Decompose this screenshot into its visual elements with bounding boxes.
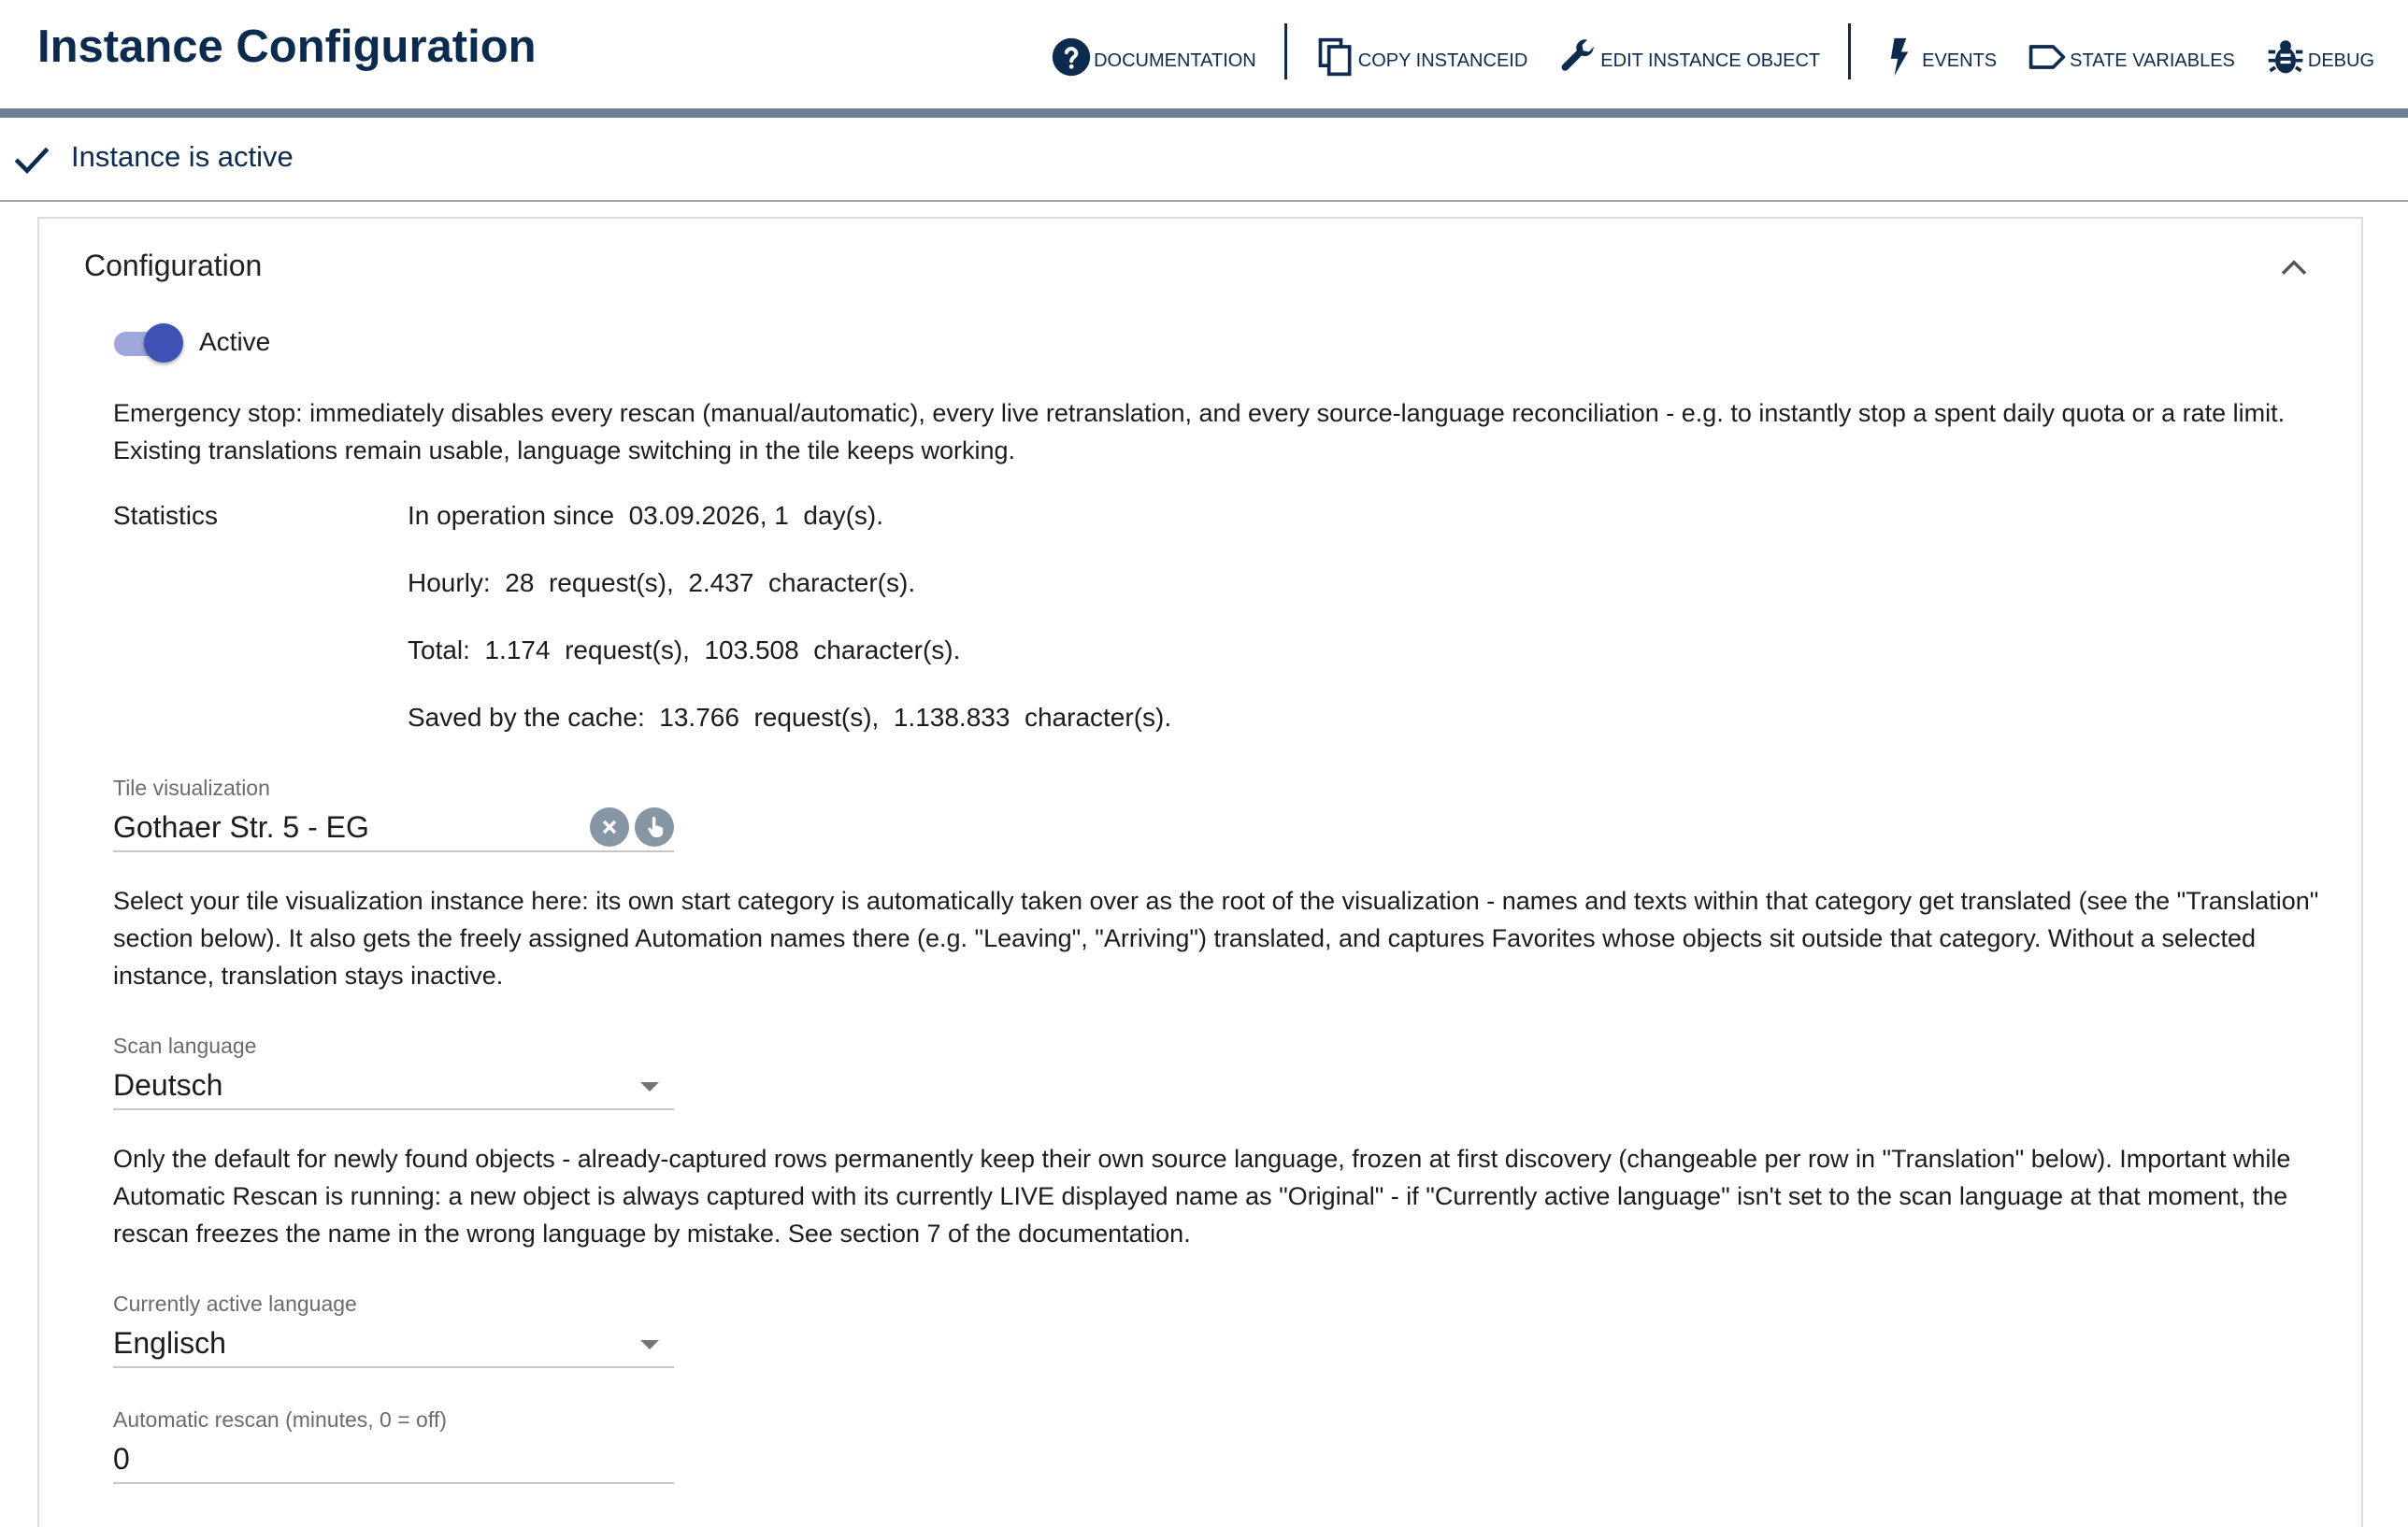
statistics-line: Hourly: 28 request(s), 2.437 character(s). (408, 568, 916, 597)
toolbar (1036, 19, 2389, 84)
bug-icon (2265, 36, 2306, 78)
debug-button[interactable] (2250, 23, 2389, 79)
flash-icon (1879, 36, 1920, 78)
edit-instance-object-button[interactable] (1542, 23, 1835, 79)
documentation-label: DOCUMENTATION (1094, 50, 1256, 71)
active-toggle[interactable] (114, 323, 185, 361)
statistics-line: In operation since 03.09.2026, 1 day(s). (408, 501, 883, 530)
auto-rescan-label: Automatic rescan (minutes, 0 = off) (113, 1407, 447, 1432)
tile-visualization-field (113, 772, 674, 852)
events-label: EVENTS (1922, 50, 1998, 71)
active-language-select[interactable] (113, 1320, 674, 1368)
toolbar-divider (1848, 23, 1851, 79)
copy-instanceid-label: COPY INSTANCEID (1357, 50, 1528, 71)
tile-visualization-actions (584, 807, 674, 847)
documentation-button[interactable] (1036, 23, 1271, 79)
active-label: Active (199, 327, 271, 356)
copy-instanceid-button[interactable] (1300, 23, 1543, 79)
status-bar (0, 118, 2408, 202)
scan-language-label: Scan language (113, 1034, 257, 1058)
status-text: Instance is active (71, 140, 294, 173)
active-language-label: Currently active language (113, 1292, 357, 1316)
statistics-line: Saved by the cache: 13.766 request(s), 1.138.833 character(s). (408, 703, 1172, 732)
toolbar-divider (1284, 23, 1287, 79)
tile-visualization-value: Gothaer Str. 5 - EG (113, 810, 369, 844)
tile-visualization-label: Tile visualization (113, 776, 270, 800)
help-circle-icon (1051, 36, 1092, 78)
statistics-label: Statistics (113, 501, 219, 530)
scan-language-help: Only the default for newly found objects - already-captured rows permanently keep their own source language, frozen at first discovery (changeable per row in "Translation" below). Important while Automatic Rescan is running: a new object is always captured with its currently LIVE displayed name as "Original" - if "Currently active language" isn't set to the scan language at that moment, the rescan freezes the name in the wrong language by mistake. See section 7 of the documentation. (113, 1145, 2291, 1248)
toggle-knob (144, 323, 183, 363)
scan-language-value: Deutsch (113, 1068, 223, 1102)
auto-rescan-input[interactable] (113, 1437, 674, 1482)
chevron-up-icon[interactable] (2279, 256, 2309, 278)
state-variables-label: STATE VARIABLES (2070, 50, 2235, 71)
clear-icon[interactable] (590, 807, 629, 847)
statistics-line: Total: 1.174 request(s), 103.508 character(s). (408, 635, 961, 664)
state-variables-button[interactable] (2012, 23, 2250, 79)
active-language-value: Englisch (113, 1326, 226, 1360)
scan-language-select[interactable] (113, 1062, 674, 1110)
auto-rescan-input-wrap (113, 1435, 674, 1484)
dropdown-arrow-icon[interactable] (640, 1340, 659, 1349)
page-title: Instance Configuration (37, 21, 537, 72)
auto-rescan-field (113, 1404, 674, 1484)
tile-visualization-help: Select your tile visualization instance here: its own start category is automatically taken over as the root of the visualization - names and texts within that category get translated (see the "Translation" section below). It also gets the freely assigned Automation names there (e.g. "Leaving", "Arriving") translated, and captures Favorites whose objects sit outside that category. Without a selected instance, translation stays inactive. (113, 887, 2319, 990)
edit-instance-object-label: EDIT INSTANCE OBJECT (1600, 50, 1821, 71)
emergency-stop-description: Emergency stop: immediately disables every rescan (manual/automatic), every live retranslation, and every source-language reconciliation - e.g. to instantly stop a spent daily quota or a rate limit. Existing translations remain usable, language switching in the tile keeps working. (113, 399, 2286, 464)
wrench-icon (1557, 36, 1598, 78)
configuration-panel (37, 217, 2363, 1527)
dropdown-arrow-icon[interactable] (640, 1082, 659, 1092)
active-language-field (113, 1288, 674, 1368)
check-icon (13, 144, 50, 176)
pointer-hand-icon[interactable] (635, 807, 674, 847)
tag-outline-icon (2027, 36, 2068, 78)
header-bar (0, 0, 2408, 118)
configuration-title: Configuration (84, 249, 263, 282)
scan-language-field (113, 1030, 674, 1110)
tile-visualization-select[interactable] (113, 804, 674, 852)
events-button[interactable] (1864, 23, 2012, 79)
copy-icon (1315, 36, 1356, 78)
debug-label: DEBUG (2307, 50, 2374, 71)
